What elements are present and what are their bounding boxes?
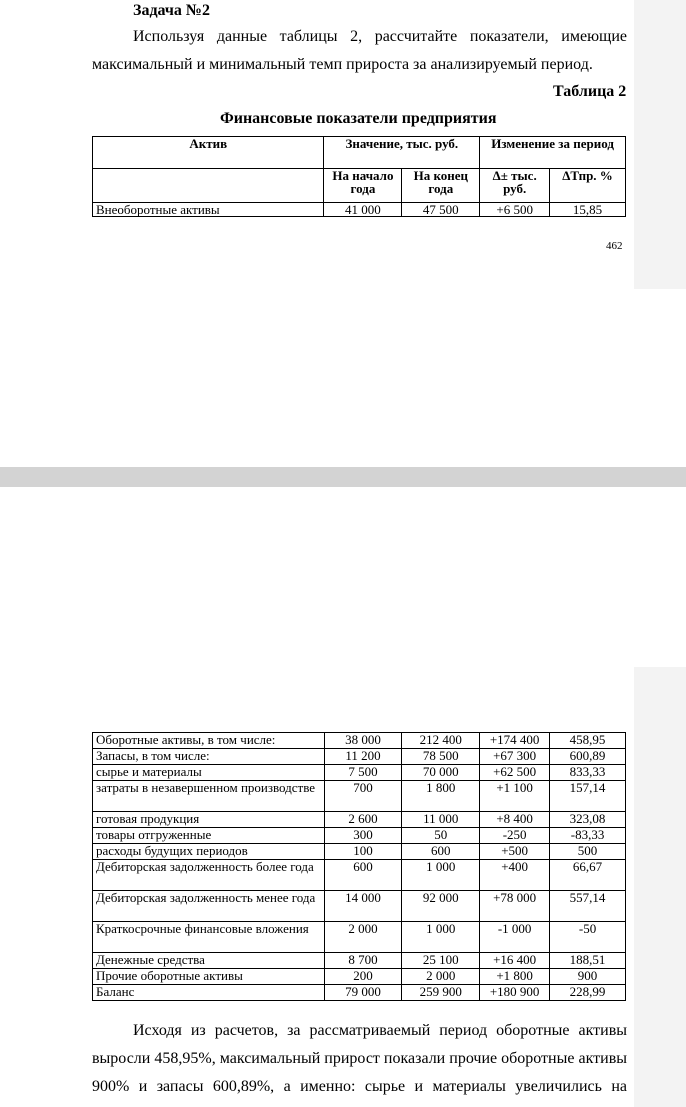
- task-title: Задача №2: [133, 2, 210, 19]
- row-name: товары отгруженные: [93, 828, 325, 844]
- row-start: 300: [324, 828, 402, 844]
- table-row: [93, 969, 626, 985]
- task-text-line2: максимальный и минимальный темп прироста за анализируемый период.: [92, 56, 593, 73]
- table-label: Таблица 2: [553, 83, 627, 100]
- row-rate: -50: [550, 922, 626, 953]
- row-start: 79 000: [324, 985, 402, 1001]
- financial-table-continued: [92, 732, 626, 1001]
- row-end: 50: [402, 828, 480, 844]
- table-row: [93, 781, 626, 812]
- row-rate: 66,67: [550, 860, 626, 891]
- table-row: [93, 203, 626, 217]
- conclusion-line2: выросли 458,95%, максимальный прирост показали прочие оборотные активы: [92, 1050, 627, 1067]
- row-rate: 157,14: [550, 781, 626, 812]
- row-start: 14 000: [324, 891, 402, 922]
- table-row: [93, 812, 626, 828]
- row-start: 38 000: [324, 733, 402, 749]
- table-row: [93, 953, 626, 969]
- header-rate: ΔТпр. %: [550, 169, 626, 203]
- row-name: Дебиторская задолженность менее года: [93, 891, 325, 922]
- header-empty: [93, 169, 324, 203]
- header-delta: Δ± тыс. руб.: [480, 169, 550, 203]
- row-end: 2 000: [402, 969, 480, 985]
- row-delta: +78 000: [480, 891, 550, 922]
- financial-table-header: [92, 136, 626, 217]
- row-start: 2 000: [324, 922, 402, 953]
- header-change: Изменение за период: [480, 137, 626, 169]
- row-delta: -1 000: [480, 922, 550, 953]
- header-end: На конец года: [402, 169, 480, 203]
- table-row: [93, 985, 626, 1001]
- page-number: 462: [606, 240, 623, 252]
- row-delta: +1 100: [480, 781, 550, 812]
- row-rate: 458,95: [550, 733, 626, 749]
- row-end: 25 100: [402, 953, 480, 969]
- row-rate: 557,14: [550, 891, 626, 922]
- page-side-margin-2: [634, 667, 686, 1107]
- row-rate: 600,89: [550, 749, 626, 765]
- page-separator: [0, 467, 686, 487]
- row-start: 200: [324, 969, 402, 985]
- table-row: [93, 922, 626, 953]
- row-name: затраты в незавершенном производстве: [93, 781, 325, 812]
- table-row: [93, 828, 626, 844]
- page-bottom-area: [0, 289, 634, 467]
- table-title: Финансовые показатели предприятия: [220, 110, 497, 127]
- table-row: [93, 749, 626, 765]
- row-delta: +1 800: [480, 969, 550, 985]
- header-aktiv: Актив: [93, 137, 324, 169]
- row-end: 47 500: [402, 203, 480, 217]
- row-end: 78 500: [402, 749, 480, 765]
- row-name: Запасы, в том числе:: [93, 749, 325, 765]
- row-end: 212 400: [402, 733, 480, 749]
- row-delta: +8 400: [480, 812, 550, 828]
- page-side-margin: [634, 0, 686, 289]
- row-name: Прочие оборотные активы: [93, 969, 325, 985]
- row-rate: 188,51: [550, 953, 626, 969]
- row-delta: +174 400: [480, 733, 550, 749]
- row-end: 70 000: [402, 765, 480, 781]
- table-row: [93, 844, 626, 860]
- row-start: 41 000: [324, 203, 402, 217]
- row-start: 11 200: [324, 749, 402, 765]
- row-end: 600: [402, 844, 480, 860]
- row-start: 8 700: [324, 953, 402, 969]
- row-name: расходы будущих периодов: [93, 844, 325, 860]
- row-rate: 500: [550, 844, 626, 860]
- row-rate: 323,08: [550, 812, 626, 828]
- row-end: 259 900: [402, 985, 480, 1001]
- row-start: 100: [324, 844, 402, 860]
- row-delta: +180 900: [480, 985, 550, 1001]
- row-name: Оборотные активы, в том числе:: [93, 733, 325, 749]
- row-end: 1 800: [402, 781, 480, 812]
- row-delta: +400: [480, 860, 550, 891]
- row-start: 600: [324, 860, 402, 891]
- table-row: [93, 860, 626, 891]
- row-end: 1 000: [402, 922, 480, 953]
- row-rate: -83,33: [550, 828, 626, 844]
- task-text-line1: Используя данные таблицы 2, рассчитайте показатели, имеющие: [133, 28, 627, 45]
- row-start: 700: [324, 781, 402, 812]
- conclusion-line1: Исходя из расчетов, за рассматриваемый период оборотные активы: [133, 1022, 627, 1039]
- row-name: сырье и материалы: [93, 765, 325, 781]
- row-delta: +16 400: [480, 953, 550, 969]
- row-name: готовая продукция: [93, 812, 325, 828]
- header-value: Значение, тыс. руб.: [324, 137, 480, 169]
- table-row: [93, 891, 626, 922]
- row-rate: 833,33: [550, 765, 626, 781]
- row-start: 2 600: [324, 812, 402, 828]
- row-delta: +67 300: [480, 749, 550, 765]
- row-delta: -250: [480, 828, 550, 844]
- row-name: Дебиторская задолженность более года: [93, 860, 325, 891]
- row-delta: +6 500: [480, 203, 550, 217]
- row-start: 7 500: [324, 765, 402, 781]
- row-name: Денежные средства: [93, 953, 325, 969]
- row-rate: 900: [550, 969, 626, 985]
- conclusion-paragraph: [92, 1017, 627, 1101]
- row-name: Краткосрочные финансовые вложения: [93, 922, 325, 953]
- conclusion-line3: 900% и запасы 600,89%, а именно: сырье и материалы увеличились на: [92, 1078, 627, 1095]
- row-delta: +62 500: [480, 765, 550, 781]
- row-name: Внеоборотные активы: [93, 203, 324, 217]
- row-name: Баланс: [93, 985, 325, 1001]
- table-row: [93, 765, 626, 781]
- table-row: [93, 733, 626, 749]
- row-end: 1 000: [402, 860, 480, 891]
- row-rate: 15,85: [550, 203, 626, 217]
- row-end: 11 000: [402, 812, 480, 828]
- row-delta: +500: [480, 844, 550, 860]
- header-start: На начало года: [324, 169, 402, 203]
- row-rate: 228,99: [550, 985, 626, 1001]
- row-end: 92 000: [402, 891, 480, 922]
